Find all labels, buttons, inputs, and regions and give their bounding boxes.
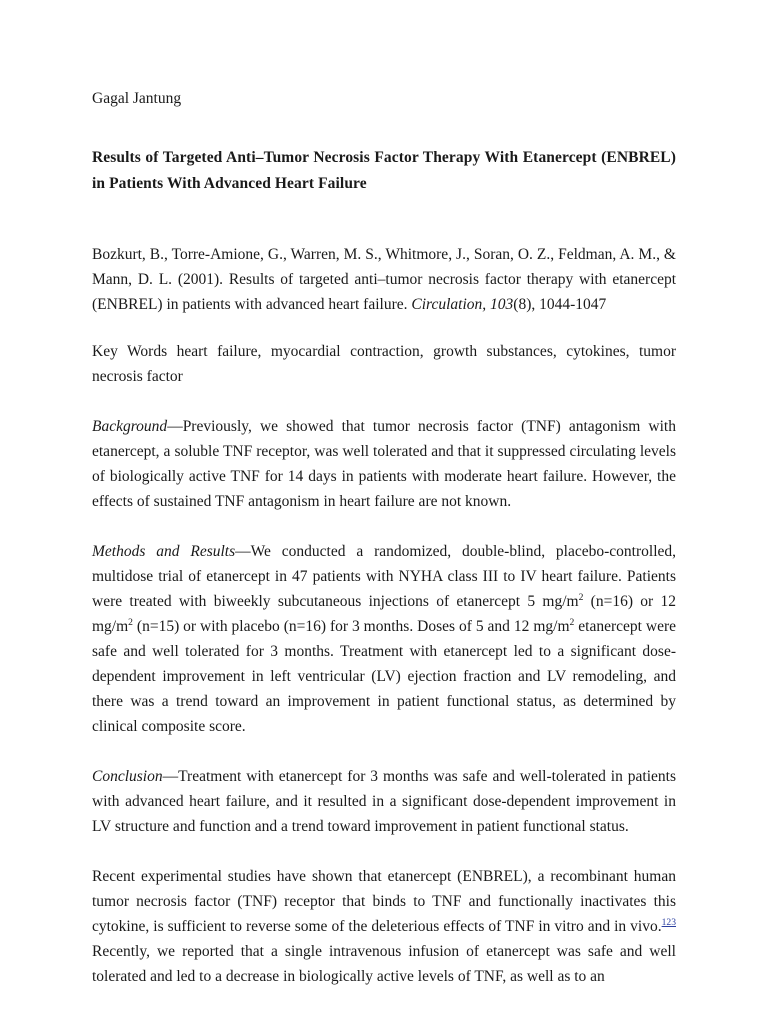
superscript-square-1: 2: [578, 591, 584, 603]
keywords-terms: heart failure, myocardial contraction, growth substances, cytokines, tumor necrosis factor: [92, 343, 676, 385]
section-heading-methods-results: Methods and Results: [92, 543, 236, 560]
citation-issue: (8),: [513, 296, 536, 313]
citation-article-title: Results of targeted anti–tumor necrosis factor therapy with etanercept (ENBREL) in patients with advanced heart failure.: [92, 271, 677, 313]
section-body-background: Previously, we showed that tumor necrosis factor (TNF) antagonism with etanercept, a soluble TNF receptor, was well tolerated and that it suppressed circulating levels of biologically active TNF for 14 days in patients with moderate heart failure. However, the effects of sustained TNF antagonism in heart failure are not known.: [92, 418, 676, 510]
citation-volume: 103: [490, 296, 514, 313]
intro-text-part1: Recent experimental studies have shown that etanercept (ENBREL), a recombinant human tumor necrosis factor (TNF) receptor that binds to TNF and functionally inactivates this cytokine, is sufficient to reverse some of the deleterious effects of TNF in vitro and in vivo.: [92, 868, 676, 935]
em-dash-methods-results: —: [235, 543, 251, 560]
section-body-methods-part4: etanercept were safe and well tolerated for 3 months. Treatment with etanercept led to a significant dose-dependent improvement in left ventricular (LV) ejection fraction and LV remodeling, and there was a trend toward an improvement in patient functional status, as determined by clinical composite score.: [92, 618, 676, 735]
document-body: [92, 86, 676, 989]
section-body-methods-part1: We conducted a randomized, double-blind, placebo-controlled, multidose trial of etanercept in 47 patients with NYHA class III to IV heart failure. Patients were treated with biweekly subcutaneous injections of etanercept 5 mg/m: [92, 543, 676, 610]
section-heading-conclusion: Conclusion: [92, 768, 163, 785]
running-head: Gagal Jantung: [92, 90, 182, 107]
keywords-label: Key Words: [92, 343, 168, 360]
abstract-section-methods-results: [92, 539, 676, 739]
page-title: Results of Targeted Anti–Tumor Necrosis Factor Therapy With Etanercept (ENBREL) in Patients With Advanced Heart Failure: [92, 149, 676, 192]
citation-authors: Bozkurt, B., Torre-Amione, G., Warren, M. S., Whitmore, J., Soran, O. Z., Feldman, A. M., & Mann, D. L.: [92, 246, 676, 288]
section-body-methods-part2: (n=16) or 12 mg/m: [92, 593, 676, 635]
citation-pages: 1044-1047: [539, 296, 607, 313]
citation-journal: Circulation,: [411, 296, 487, 313]
reference-link-123[interactable]: 123: [661, 916, 676, 928]
abstract-section-background: [92, 414, 676, 514]
intro-text-part2: Recently, we reported that a single intravenous infusion of etanercept was safe and well tolerated and led to a decrease in biologically active levels of TNF, as well as to an: [92, 943, 676, 985]
abstract-section-conclusion: [92, 764, 676, 839]
em-dash-background: —: [167, 418, 183, 435]
superscript-square-3: 2: [569, 616, 575, 628]
section-heading-background: Background: [92, 418, 168, 435]
citation-block: [92, 242, 676, 317]
section-body-conclusion: Treatment with etanercept for 3 months was safe and well-tolerated in patients with advanced heart failure, and it resulted in a significant dose-dependent improvement in LV structure and function and a trend toward improvement in patient functional status.: [92, 768, 676, 835]
citation-year: (2001).: [177, 271, 224, 288]
em-dash-conclusion: —: [162, 768, 179, 785]
introduction-paragraph: [92, 864, 676, 989]
section-body-methods-part3: (n=15) or with placebo (n=16) for 3 months. Doses of 5 and 12 mg/m: [132, 618, 570, 635]
superscript-square-2: 2: [128, 616, 133, 628]
keywords-block: [92, 339, 676, 389]
